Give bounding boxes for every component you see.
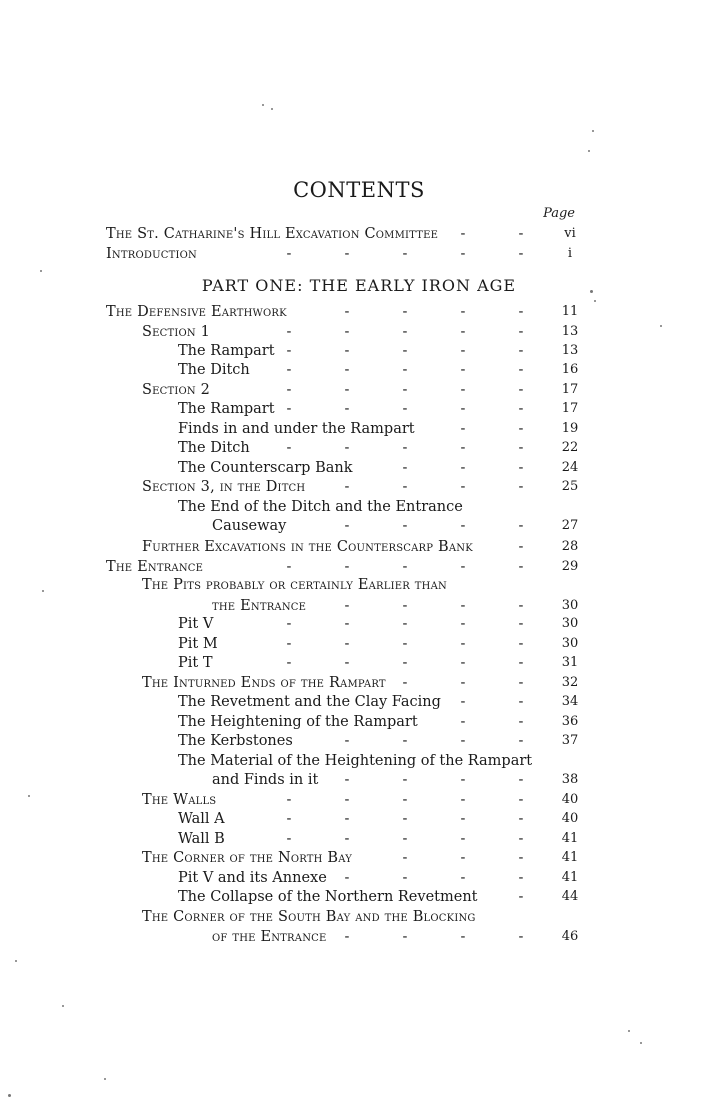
toc-entry-title: Introduction: [106, 246, 197, 262]
toc-entry-title: Causeway: [212, 518, 287, 534]
toc-entry-title: The Counterscarp Bank: [178, 460, 353, 476]
toc-entry-title: The Kerbstones: [178, 733, 293, 749]
toc-entry: [106, 380, 582, 400]
dash-leader: - - - - -: [286, 792, 524, 808]
toc-entry: [106, 360, 582, 380]
toc-entry: [106, 770, 582, 790]
toc-entry-title: Wall A: [178, 811, 225, 827]
toc-entry-title: The Entrance: [106, 559, 204, 575]
toc-entry-title: The Corner of the South Bay and the Blocking: [142, 909, 476, 925]
toc-entry-title: The Rampart: [178, 343, 275, 359]
toc-entry-page: 30: [561, 636, 579, 651]
toc-entry-title: The End of the Ditch and the Entrance: [178, 499, 463, 515]
toc-entry-page: 37: [561, 733, 579, 748]
toc-entry: [106, 399, 582, 419]
dash-leader: - - - - -: [286, 362, 524, 378]
toc-entry-page: 19: [561, 421, 579, 436]
toc-entry: [106, 596, 582, 616]
toc-entry-title: The Pits probably or certainly Earlier than: [142, 577, 447, 593]
toc-entry-title: the Entrance: [212, 598, 307, 614]
dash-leader: - -: [460, 421, 524, 437]
toc-entry: [106, 341, 582, 361]
toc-entry: [106, 731, 582, 751]
dash-leader: - - - - -: [286, 811, 524, 827]
toc-entry: [106, 868, 582, 888]
toc-entry-title: Finds in and under the Rampart: [178, 421, 415, 437]
toc-entry-page: 13: [561, 343, 579, 358]
toc-entry-page: 30: [561, 598, 579, 613]
dash-leader: - -: [460, 226, 524, 242]
toc-entry: [106, 809, 582, 829]
toc-entry-page: 29: [561, 559, 579, 574]
toc-entry: [106, 419, 582, 439]
dash-leader: - - - -: [344, 304, 524, 320]
toc-entry: [106, 829, 582, 849]
scan-speck: [262, 104, 264, 106]
scan-speck: [40, 270, 42, 272]
toc-entry-page: 22: [561, 440, 579, 455]
toc-entry: [106, 516, 582, 536]
toc-entry-page: i: [567, 246, 573, 261]
toc-entry-title: The Ditch: [178, 440, 250, 456]
toc-entry-title: Pit V: [178, 616, 214, 632]
toc-entry: [106, 438, 582, 458]
toc-entry: [106, 653, 582, 673]
scan-speck: [594, 300, 596, 302]
toc-entry: [106, 790, 582, 810]
scan-speck: [28, 795, 30, 797]
toc-entry: [106, 244, 582, 264]
toc-entry-page: 11: [561, 304, 579, 319]
scan-speck: [104, 1078, 106, 1080]
toc-entry-page: 30: [561, 616, 579, 631]
dash-leader: -: [518, 539, 524, 555]
toc-entry: [106, 887, 582, 907]
toc-entry: [106, 322, 582, 342]
dash-leader: - - - -: [344, 598, 524, 614]
toc-entry-page: 25: [561, 479, 579, 494]
toc-entry: [106, 614, 582, 634]
toc-entry: [106, 712, 582, 732]
toc-entry: [106, 497, 582, 517]
dash-leader: - - - -: [344, 479, 524, 495]
scan-speck: [271, 108, 273, 110]
toc-entry: [106, 458, 582, 478]
scan-speck: [592, 130, 594, 132]
toc-entry-page: 38: [561, 772, 579, 787]
toc-entry-title: The Corner of the North Bay: [142, 850, 353, 866]
toc-entry-title: The Ditch: [178, 362, 250, 378]
scan-speck: [588, 150, 590, 152]
dash-leader: - - - -: [344, 929, 524, 945]
toc-entry-title: The St. Catharine's Hill Excavation Committee: [106, 226, 439, 242]
toc-entry-title: Further Excavations in the Counterscarp Bank: [142, 539, 473, 555]
dash-leader: - - - - -: [286, 636, 524, 652]
toc-entry: [106, 907, 582, 927]
dash-leader: -: [518, 889, 524, 905]
toc-entry-title: Section 3, in the Ditch: [142, 479, 306, 495]
toc-entry-page: 13: [561, 324, 579, 339]
toc-entry-title: The Material of the Heightening of the Rampart: [178, 753, 533, 769]
toc-entry-page: 16: [561, 362, 579, 377]
toc-entry-title: The Defensive Earthwork: [106, 304, 287, 320]
scan-speck: [640, 1042, 642, 1044]
toc-entry-title: Pit V and its Annexe: [178, 870, 327, 886]
part-heading: PART ONE: THE EARLY IRON AGE: [201, 276, 517, 295]
scan-speck: [8, 1094, 11, 1097]
toc-entry: [106, 751, 582, 771]
toc-entry: [106, 673, 582, 693]
dash-leader: - - -: [402, 675, 524, 691]
toc-entry-page: 41: [561, 870, 579, 885]
dash-leader: - - - - -: [286, 831, 524, 847]
toc-entry-page: 31: [561, 655, 579, 670]
dash-leader: - - - - -: [286, 324, 524, 340]
toc-entry-page: 32: [561, 675, 579, 690]
dash-leader: - - -: [402, 850, 524, 866]
dash-leader: - - - - -: [286, 559, 524, 575]
toc-entry-page: vi: [564, 226, 576, 241]
dash-leader: - - - - -: [286, 655, 524, 671]
toc-entry-page: 27: [561, 518, 579, 533]
dash-leader: - - - - -: [286, 382, 524, 398]
scan-speck: [590, 290, 593, 293]
toc-entry: [106, 477, 582, 497]
scan-speck: [42, 590, 44, 592]
dash-leader: - - - - -: [286, 343, 524, 359]
toc-entry: [106, 537, 582, 557]
toc-entry: [106, 634, 582, 654]
contents-title: CONTENTS: [293, 178, 425, 202]
page-column-label: Page: [543, 206, 575, 221]
toc-entry: [106, 557, 582, 577]
toc-entry-title: The Heightening of the Rampart: [178, 714, 418, 730]
toc-entry: [106, 575, 582, 595]
dash-leader: - - - -: [344, 870, 524, 886]
toc-entry-title: Section 1: [142, 324, 211, 340]
toc-entry-title: Pit M: [178, 636, 218, 652]
toc-entry-page: 41: [561, 850, 579, 865]
dash-leader: - - - - -: [286, 246, 524, 262]
scan-speck: [15, 960, 17, 962]
scan-speck: [660, 325, 662, 327]
toc-entry: [106, 302, 582, 322]
toc-entry-title: The Rampart: [178, 401, 275, 417]
toc-entry-page: 36: [561, 714, 579, 729]
toc-entry-page: 28: [561, 539, 579, 554]
toc-entry-title: The Inturned Ends of the Rampart: [142, 675, 386, 691]
toc-entry-page: 46: [561, 929, 579, 944]
toc-entry-title: Pit T: [178, 655, 213, 671]
toc-entry-page: 17: [561, 382, 579, 397]
toc-entry-title: and Finds in it: [212, 772, 319, 788]
toc-entry-title: The Revetment and the Clay Facing: [178, 694, 441, 710]
scan-speck: [628, 1030, 630, 1032]
toc-entry-page: 34: [561, 694, 579, 709]
toc-entry: [106, 692, 582, 712]
dash-leader: - - - -: [344, 733, 524, 749]
toc-entry-page: 41: [561, 831, 579, 846]
toc-entry: [106, 927, 582, 947]
toc-entry-title: Section 2: [142, 382, 211, 398]
toc-entry-title: The Walls: [142, 792, 217, 808]
toc-entry-page: 40: [561, 792, 579, 807]
toc-entry-page: 24: [561, 460, 579, 475]
toc-entry: [106, 224, 582, 244]
toc-entry-page: 44: [561, 889, 579, 904]
dash-leader: - - - -: [344, 518, 524, 534]
dash-leader: - -: [460, 714, 524, 730]
toc-entry-title: of the Entrance: [212, 929, 327, 945]
toc-entry-title: Wall B: [178, 831, 225, 847]
toc-entry-title: The Collapse of the Northern Revetment: [178, 889, 478, 905]
toc-entry-page: 40: [561, 811, 579, 826]
scan-speck: [62, 1005, 64, 1007]
dash-leader: - -: [460, 694, 524, 710]
dash-leader: - - - -: [344, 772, 524, 788]
dash-leader: - - - - -: [286, 616, 524, 632]
dash-leader: - - - - -: [286, 440, 524, 456]
dash-leader: - - -: [402, 460, 524, 476]
toc-entry-page: 17: [561, 401, 579, 416]
toc-entry: [106, 848, 582, 868]
dash-leader: - - - - -: [286, 401, 524, 417]
